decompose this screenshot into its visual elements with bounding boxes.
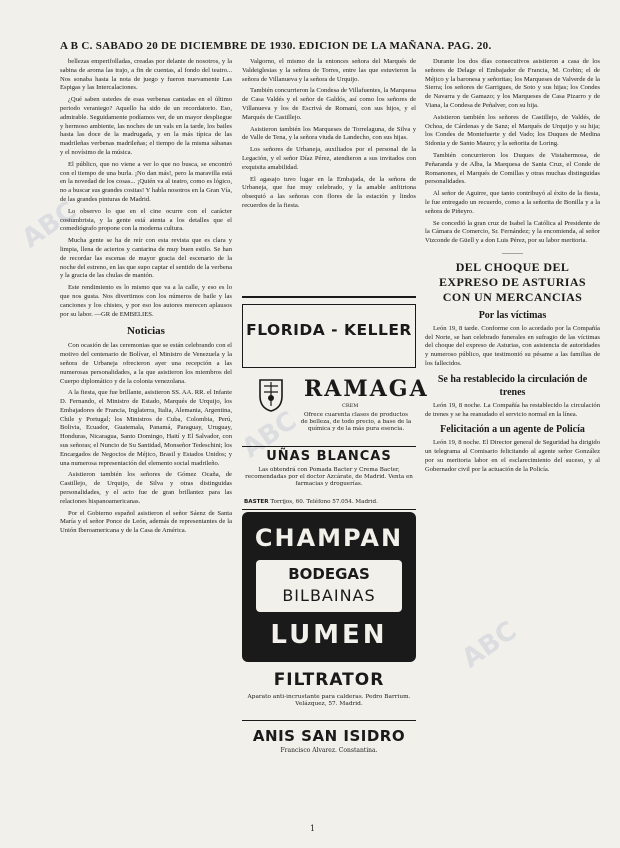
ad-anis-san-isidro [242, 721, 416, 763]
ad-florida-keller [242, 304, 416, 368]
ad-filtrator [242, 668, 416, 721]
ad-champan-label [256, 560, 402, 612]
ad-champan-lumen [242, 512, 416, 662]
ad-unas-brand: BASTER [244, 499, 269, 505]
article-paragraph: bellezas emperifolladas, creadas por delante de nosotros, y la sabina de aroma las trajo, a fin de cuentas, al fondo del teatro... Nos sonaba hasta la nota de juego y fueron nuevamente Las Espigas y las Intercalaciones. [60, 58, 232, 92]
ad-unas-address: Torrijos, 60. Teléfono 57.054. Madrid. [270, 499, 378, 505]
watermark-left: ABC [16, 195, 83, 255]
article-paragraph: El público, que no viene a ver lo que no busca, se encontró con el tiempo de una burla. ¡No dan más!, pero la maravilla está en la novedad de los cosas... ¡Quién va al teatro, como es lógico, no a buscar sus grandes cositas! Y habla nosotros en la Gran Vía, de las grandes pinturas de Madrid. [60, 160, 232, 203]
article-paragraph: Los señores de Urbaneja, auxiliados por el personal de la Legación, y el señor Díaz Pérez, atendieron a sus invitados con exquisita amabilidad. [242, 146, 416, 171]
crest-icon [258, 378, 284, 412]
article-paragraph: Este rendimiento es lo mismo que va a la calle, y eso es lo que nos gusta. Nos divertimos con los números de baile y las canciones y los chistes, y por eso los autores merecen aplausos por su labor. —GR de EMBELIES. [60, 284, 232, 318]
article-paragraph: Lo observo lo que en el cine ocurre con el carácter costumbrista, y la gente está atenta a los detalles que el comediógrafo propone con la moderna cultura. [60, 207, 232, 233]
article-paragraph: León 19, 8 noche. El Director general de Seguridad ha dirigido un telegrama al Comisario felicitando al agente señor González por su meritoria labor en el esclarecimiento del suceso, y al Gobernador civil por la actuación de la Policía. [425, 439, 600, 473]
divider [242, 296, 416, 298]
noticias-heading: Noticias [127, 325, 165, 338]
article-paragraph: También concurrieron los Duques de Vistahermosa, de Peñaranda y de Alba, la Marquesa de Santa Cruz, el Conde de Romanones, el Marqués de Comillas y otras muchas distinguidas personalidades. [425, 151, 600, 186]
article-paragraph: Se concedió la gran cruz de Isabel la Católica al Presidente de la Cámara de Comercio, Sr. Fernández; y la encomienda, al señor Vizconde de Güell y a don Luis Pérez, por su labor meritoria. [425, 219, 600, 245]
article-paragraph: Valgorno, el mismo de la entonces señora del Marqués de Valdeiglesias y la señora de Torres, entre las que estuvieron la señora de Villanueva y la señora de Urquijo. [242, 58, 416, 83]
article-paragraph: Asistieron también los Marqueses de Torrelaguna, de Silva y de Valle de Tena, y la señora viuda de Landecho, con sus hijas. [242, 125, 416, 142]
ad-champan-bodegas: BODEGAS [288, 565, 370, 583]
ad-anis-title: ANIS SAN ISIDRO [252, 727, 406, 745]
ad-unas-description: Las obtendrá con Pomada Bacter y Crema Bacter, recomendadas por el doctor Azcárate, de Madrid. Venta en farmacias y droguerías. [245, 467, 413, 488]
article-paragraph: León 19, 8 noche. La Compañía ha restablecido la circulación de trenes y se ha reanudado el servicio normal en la línea. [425, 401, 600, 418]
ad-filtrator-title: FILTRATOR [273, 670, 385, 690]
ad-ramaga [242, 368, 429, 447]
ad-unas-blancas [242, 447, 416, 510]
ad-ramaga-subtitle: CREM [342, 403, 359, 409]
page-number: 1 [310, 824, 316, 833]
ad-champan-top: CHAMPAN [254, 524, 404, 552]
article-paragraph: Mucha gente se ha de reír con esta revista que es clara y limpia, llena de aciertos y cantarina de muy buen estilo. Se han de recordar las escenas de mayor gracia del escenario de la noche del estreno, en las que supo captar el sentido de la verbena y la gracia de las chulas de mantón. [60, 237, 232, 280]
subheading-victims: Por las víctimas [478, 309, 547, 321]
ad-champan-bilbainas: BILBAINAS [282, 586, 376, 605]
ad-unas-title: UÑAS BLANCAS [266, 449, 392, 464]
column-center [242, 58, 416, 292]
article-paragraph: También concurrieron la Condesa de Villafuentes, la Marquesa de Casa Valdés y el señor de Galdós, así como los señores de Villanueva y los de Escrivá de Romaní, con sus hijos, y el Marqués de Castillejo. [242, 87, 416, 121]
ad-ramaga-title: RAMAGA [304, 376, 429, 402]
column-left [60, 58, 232, 828]
ad-anis-description: Francisco Alvarez. Constantina. [280, 747, 378, 754]
noticias-paragraph: A la fiesta, que fue brillante, asistieron SS. AA. RR. el Infante D. Fernando, el Ministro de Estado, Marqués de Urquijo, los Embajadores de Francia, Inglaterra, Italia, Alemania, Argentina, Chile y Portugal; los Ministros de Cuba, Colombia, Perú, Bolivia, Ecuador, Guatemala, Panamá, Paraguay, Uruguay, Honduras, Nicaragua, Santo Domingo, Haití y El Salvador, con sus señoras; el Nuncio de Su Santidad, Monseñor Tedeschini; los Encargados de Negocios de Méjico, Brasil y Estados Unidos; y una numerosa representación del elemento social madrileño. [60, 389, 232, 467]
subheading-circulation: Se ha restablecido la circulación de trenes [437, 373, 588, 398]
ad-champan-bottom: LUMEN [270, 620, 388, 650]
subheading-police: Felicitación a un agente de Policía [440, 424, 585, 436]
noticias-paragraph: Con ocasión de las ceremonias que se están celebrando con el motivo del centenario de Bolívar, el Ministro de Venezuela y la señora de Urbaneja ofrecieron ayer una recepción a las numerosas personalidades, a la que asistieron los miembros del Cuerpo diplomático y de la colonia venezolana. [60, 342, 232, 385]
article-paragraph: Al señor de Aguirre, que tanto contribuyó al éxito de la fiesta, le fue entregado un recuerdo, como a la señorita de Bonilla y a la señora de Piñeyro. [425, 190, 600, 215]
article-paragraph: Asistieron también los señores de Castillejo, de Valdés, de Ochoa, de Cárdenas y de Sanz; el Marqués de Urquijo y su hija; los Condes de Montefuerte y del Vado; los Duques de Medina Sidonia y de Santo Mauro; y la señorita de Loring. [425, 113, 600, 148]
watermark-center: ABC [236, 405, 303, 465]
article-paragraph: León 19, 8 tarde. Conforme con lo acordado por la Compañía del Norte, se han celebrado funerales en sufragio de las víctimas del choque del expreso de Asturias, con asistencia de autoridades y numeroso público, que testimonió su pésame a las familias de los fallecidos. [425, 324, 600, 367]
page-header: A B C. SABADO 20 DE DICIEMBRE DE 1930. EDICION DE LA MAÑANA. PAG. 20. [60, 40, 492, 52]
section-separator: ——— [502, 248, 523, 257]
noticias-paragraph: Asistieron también los señores de Gómez Ocaña, de Castillejo, de Urquijo, de Silva y otras distinguidas personalidades, y el acto fue de gran brillantez para las relaciones hispanoamericanas. [60, 471, 232, 505]
noticias-paragraph: Por el Gobierno español asistieron el señor Sáenz de Santa María y el señor Ponce de León, además de representantes de la Unión Iberoamericana y de la Casa de América. [60, 509, 232, 535]
ad-filtrator-description: Aparato anti-incrustante para calderas. Pedro Barrium. Velázquez, 57. Madrid. [247, 694, 411, 708]
train-crash-headline: DEL CHOQUE DEL EXPRESO DE ASTURIAS CON UN MERCANCIAS [439, 259, 586, 304]
article-paragraph: ¿Qué saben ustedes de esas verbenas cantadas en el último periodo veraniego? Aquello ha sido de un recordatorio. Eso, admirable. Seguidamente podíamos ver, de un mayor despliegue y hermoso ambiente, las noches de un vals en la tarde, los bailes hasta las doce de la madrugada, y en la más típica de las madrileñas verbenas madrileñas; el tiempo de la misma sábanas y el novísimo de la música. [60, 96, 232, 156]
column-right [425, 58, 600, 828]
watermark-right: ABC [456, 615, 523, 675]
article-paragraph: El agasajo tuvo lugar en la Embajada, de la señora de Urbaneja, que fue muy celebrado, y la amable anfitriona obsequió a las señoras con flores de la estación y lindos recuerdos de la fiesta. [242, 175, 416, 209]
advertisements [242, 296, 429, 763]
ad-ramaga-description: Ofrece cuarenta clases de productos de belleza, de todo precio, a base de la química y de la más pura esencia. [300, 412, 412, 433]
ad-unas-footer [244, 499, 378, 505]
ad-florida-title: FLORIDA - KELLER [246, 321, 412, 339]
article-paragraph: Durante los dos días consecutivos asistieron a casa de los señores de Delage el Embajador de Francia, M. Corbin; el de Méjico y la baronesa y señoritas; los Marqueses de Valverde de la Sierra; los señores de Garrigues, de Soto y sus hijas; los Condes de Navarra y de Gamazo; y los Marqueses de Casa Pizarro y de Viana, la Condesa de Peñalver, con su hija. [425, 58, 600, 109]
